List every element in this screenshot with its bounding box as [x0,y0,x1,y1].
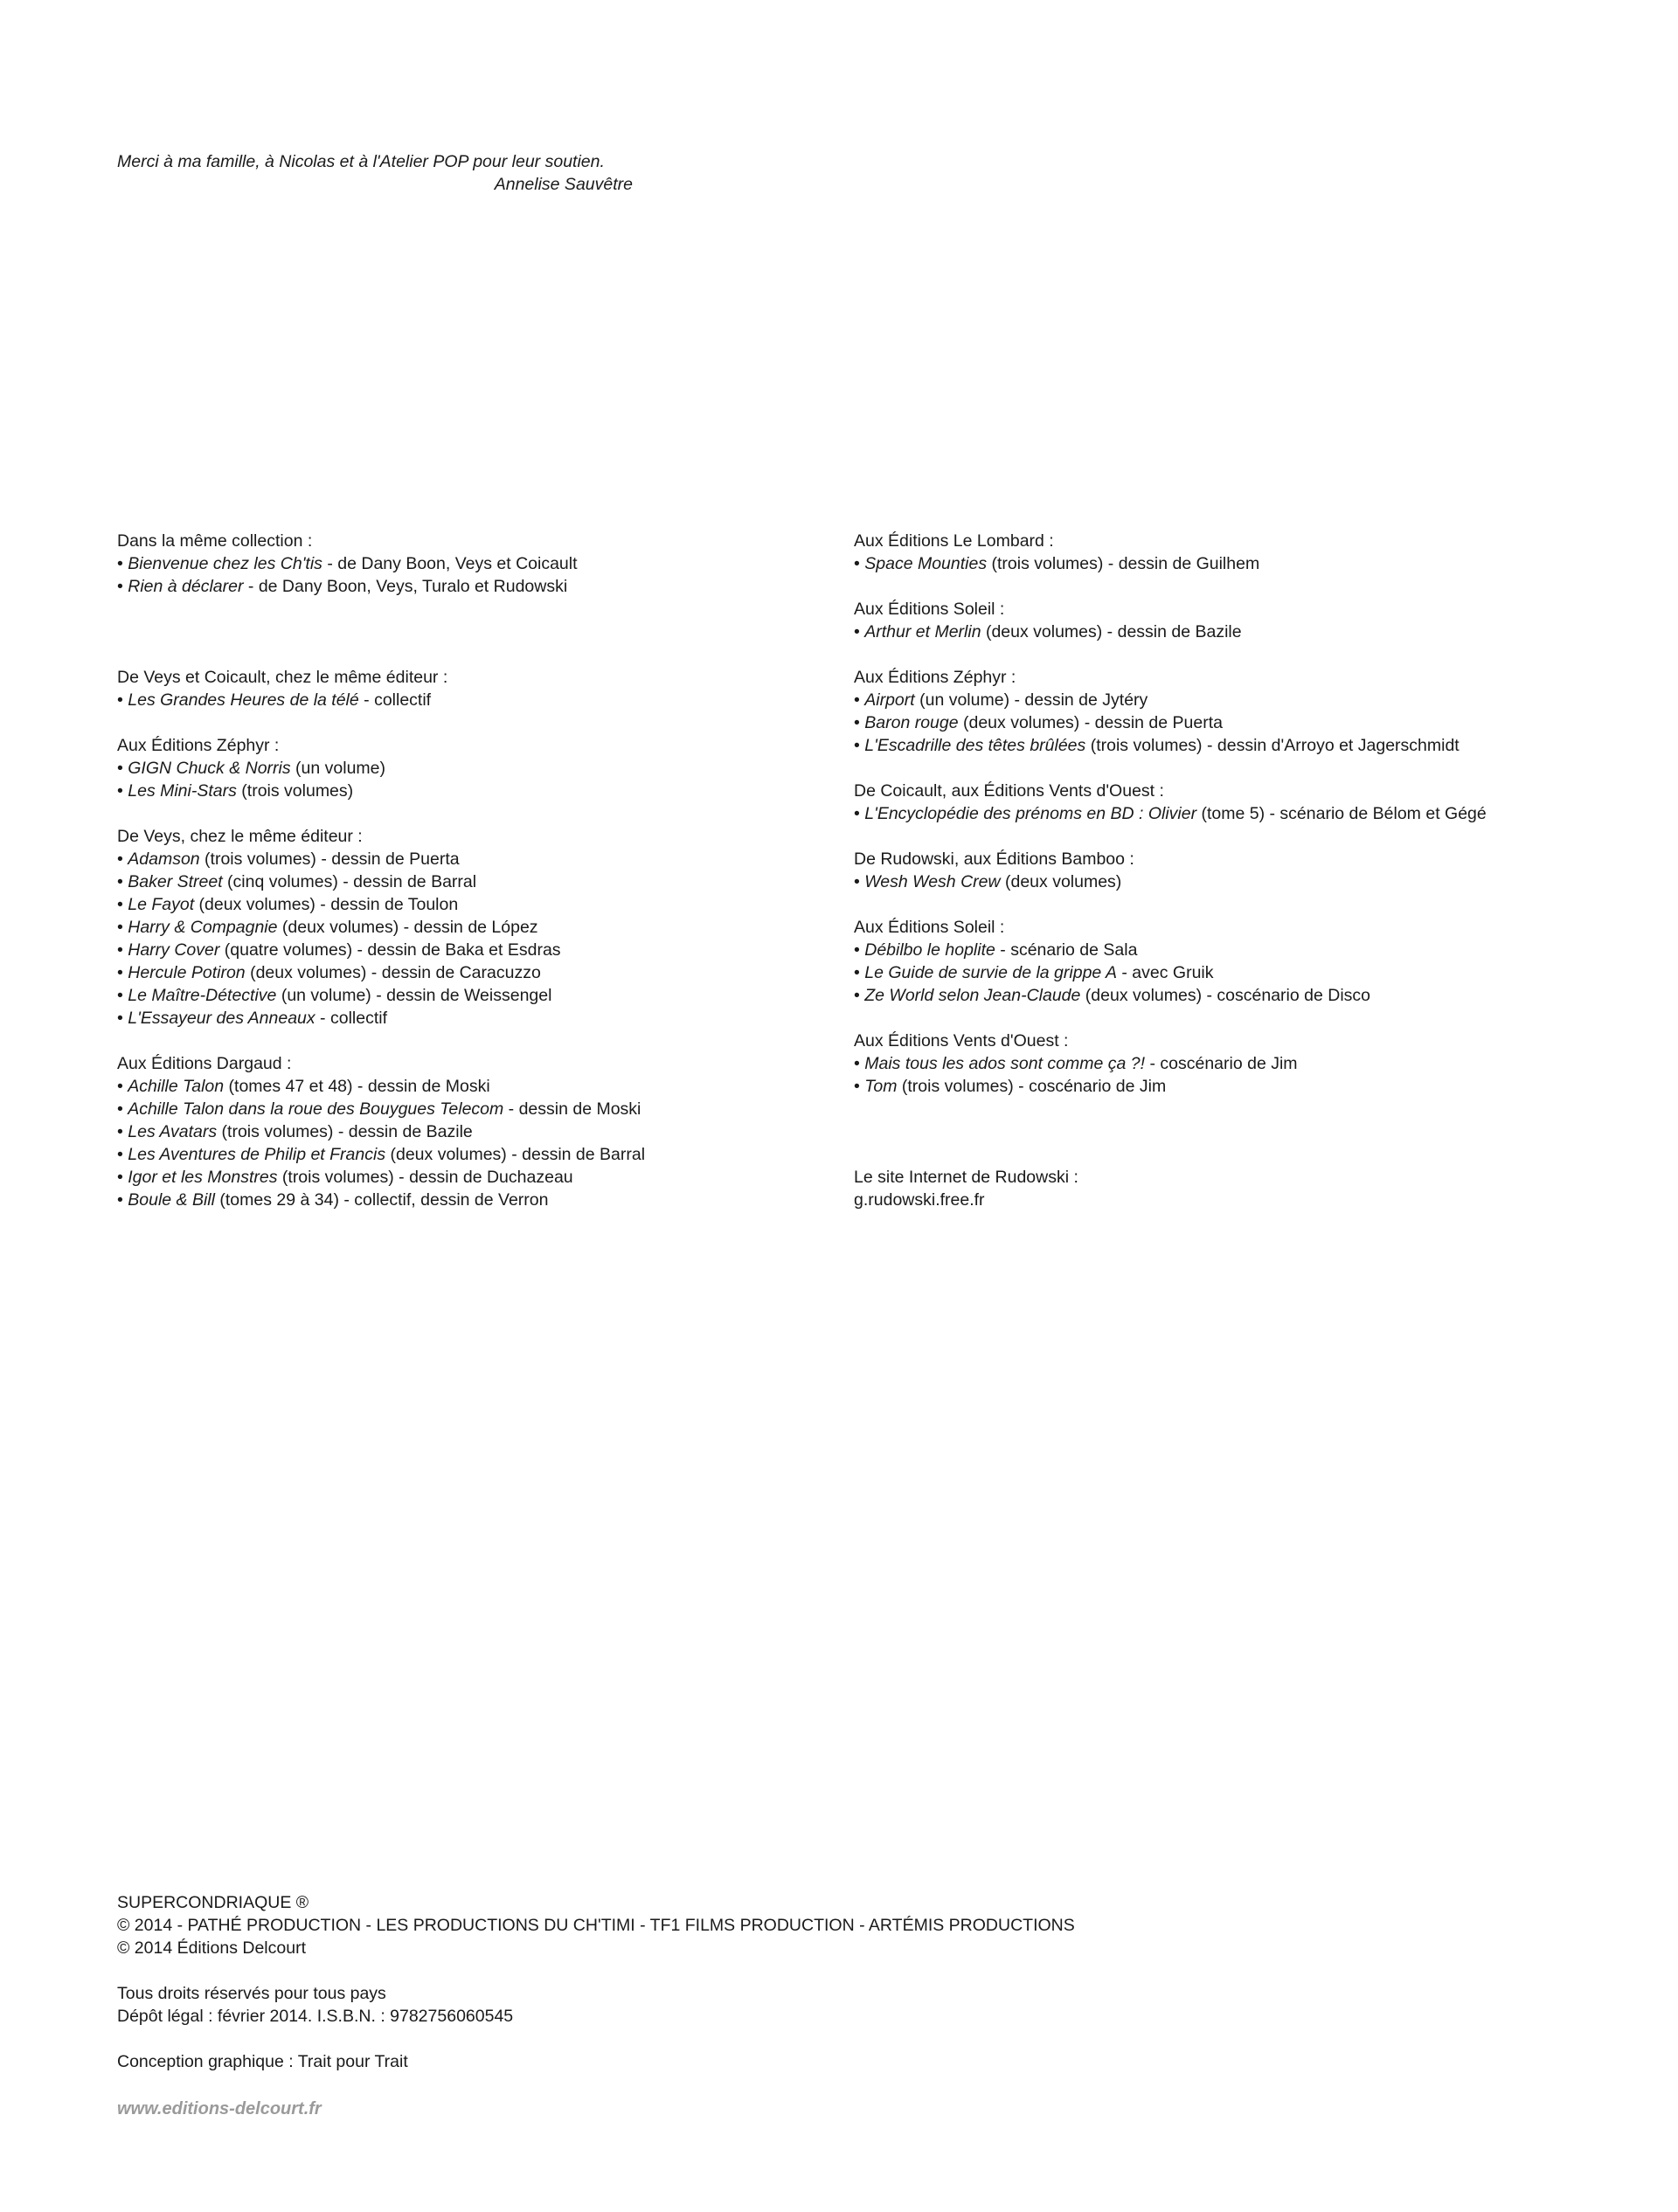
book-title: Bienvenue chez les Ch'tis [128,554,322,573]
bullet: • [854,1077,865,1096]
book-details: - de Dany Boon, Veys et Coicault [322,554,578,573]
bibliography-entry [117,689,834,711]
bibliography-entry [854,734,1640,757]
bibliography-section [854,1030,1640,1098]
design-block [117,2050,1428,2073]
bibliography-entry [117,916,834,939]
website-section [854,1166,1640,1211]
bibliography-entry [854,1052,1640,1075]
bullet: • [117,1077,128,1096]
right-sections [854,530,1640,1098]
bullet: • [117,1122,128,1141]
bibliography-section [117,825,834,1030]
book-title: Boule & Bill [128,1190,215,1210]
legal-block [117,1982,1428,2028]
book-details: (deux volumes) - coscénario de Disco [1080,986,1371,1005]
bibliography-entry [854,689,1640,711]
bullet: • [854,713,865,732]
bibliography-entry [117,848,834,870]
bullet: • [854,963,865,982]
bullet: • [117,918,128,937]
section-heading: De Rudowski, aux Éditions Bamboo : [854,849,1134,869]
book-title: Mais tous les ados sont comme ça ?! [864,1054,1146,1073]
dedication [117,150,633,196]
dedication-signature: Annelise Sauvêtre [494,175,633,194]
legal-deposit-line: Dépôt légal : février 2014. I.S.B.N. : 9782756060545 [117,2007,514,2026]
publisher-copyright-line: © 2014 Éditions Delcourt [117,1938,306,1958]
bibliography-section [117,734,834,802]
book-title: Rien à déclarer [128,577,244,596]
bibliography-entry [117,984,834,1007]
bibliography-entry [117,961,834,984]
book-title: Les Avatars [128,1122,218,1141]
bibliography-entry [854,984,1640,1007]
book-title: Baron rouge [864,713,959,732]
book-details: - scénario de Sala [995,940,1138,960]
bibliography-entry [854,802,1640,825]
bullet: • [854,872,865,891]
book-title: Space Mounties [864,554,988,573]
book-title: L'Escadrille des têtes brûlées [864,736,1086,755]
book-details: - collectif [358,690,432,710]
dedication-text: Merci à ma famille, à Nicolas et à l'Atelier POP pour leur soutien. [117,152,605,171]
bullet: • [854,554,865,573]
book-title: Le Fayot [128,895,195,914]
bibliography-section [117,530,834,598]
book-details: (trois volumes) - dessin de Duchazeau [277,1168,573,1187]
bibliography-entry [854,711,1640,734]
book-details: (deux volumes) - dessin de Toulon [194,895,459,914]
book-title: GIGN Chuck & Norris [128,759,291,778]
book-details: (cinq volumes) - dessin de Barral [222,872,477,891]
bibliography-right-column [854,530,1640,1234]
book-details: (quatre volumes) - dessin de Baka et Esdras [219,940,561,960]
bibliography-entry [854,621,1640,643]
book-details: (un volume) [290,759,385,778]
bullet: • [854,622,865,641]
section-heading: De Coicault, aux Éditions Vents d'Ouest : [854,781,1164,801]
section-heading: De Veys et Coicault, chez le même éditeur : [117,668,448,687]
copyright-block [117,1891,1428,1959]
bullet: • [117,690,128,710]
bibliography-section [854,530,1640,575]
book-title: L'Essayeur des Anneaux [128,1009,315,1028]
book-details: (un volume) - dessin de Weissengel [276,986,552,1005]
book-title: Débilbo le hoplite [864,940,995,960]
bibliography-entry [117,1189,834,1211]
book-title: Le Guide de survie de la grippe A [864,963,1117,982]
book-title: Arthur et Merlin [864,622,981,641]
bullet: • [117,963,128,982]
book-title: L'Encyclopédie des prénoms en BD : Olivier [864,804,1197,823]
bullet: • [117,986,128,1005]
book-details: - coscénario de Jim [1145,1054,1298,1073]
graphic-design-line: Conception graphique : Trait pour Trait [117,2052,408,2071]
bibliography-entry [117,1007,834,1030]
section-heading: Aux Éditions Soleil : [854,918,1005,937]
book-details: (deux volumes) - dessin de López [277,918,538,937]
book-title: Les Mini-Stars [128,781,237,801]
section-heading: Aux Éditions Zéphyr : [854,668,1016,687]
book-details: (deux volumes) - dessin de Caracuzzo [245,963,541,982]
book-details: (trois volumes) - dessin de Puerta [199,849,460,869]
bullet: • [117,759,128,778]
copyright-footer [117,1891,1428,2096]
bullet: • [117,1099,128,1119]
book-details: (tomes 29 à 34) - collectif, dessin de Verron [214,1190,549,1210]
trademark-line: SUPERCONDRIAQUE ® [117,1893,309,1912]
bullet: • [117,554,128,573]
book-title: Les Grandes Heures de la télé [128,690,359,710]
bullet: • [117,940,128,960]
bibliography-left-column [117,530,834,1234]
bullet: • [117,1168,128,1187]
publisher-website-link[interactable]: www.editions-delcourt.fr [117,2099,322,2118]
bibliography-section [854,666,1640,757]
bibliography-entry [117,870,834,893]
bullet: • [117,895,128,914]
bibliography-entry [854,870,1640,893]
book-details: (deux volumes) - dessin de Barral [385,1145,646,1164]
bibliography-entry [117,1075,834,1098]
book-details: (tome 5) - scénario de Bélom et Gégé [1196,804,1487,823]
book-details: (deux volumes) [1000,872,1122,891]
bullet: • [854,940,865,960]
bullet: • [117,1190,128,1210]
book-title: Tom [864,1077,898,1096]
bibliography-entry [117,575,834,598]
bullet: • [117,849,128,869]
book-details: (trois volumes) - dessin d'Arroyo et Jagerschmidt [1085,736,1460,755]
bullet: • [854,986,865,1005]
book-details: - de Dany Boon, Veys, Turalo et Rudowski [243,577,568,596]
book-title: Ze World selon Jean-Claude [864,986,1081,1005]
website-label: Le site Internet de Rudowski : [854,1168,1078,1187]
book-details: (deux volumes) - dessin de Bazile [981,622,1242,641]
bibliography-section [117,1052,834,1211]
bibliography-entry [854,961,1640,984]
bibliography-section [854,780,1640,825]
bibliography-entry [117,552,834,575]
bullet: • [117,1009,128,1028]
website-url: g.rudowski.free.fr [854,1190,985,1210]
bullet: • [854,804,865,823]
book-details: (trois volumes) - coscénario de Jim [897,1077,1167,1096]
bibliography-entry [117,780,834,802]
book-title: Achille Talon [128,1077,225,1096]
bibliography-entry [117,757,834,780]
book-title: Airport [864,690,915,710]
bibliography-entry [117,893,834,916]
book-details: - collectif [315,1009,387,1028]
rights-line: Tous droits réservés pour tous pays [117,1984,386,2003]
section-heading: Aux Éditions Soleil : [854,600,1005,619]
bibliography-section [117,666,834,711]
book-title: Harry & Compagnie [128,918,278,937]
book-title: Adamson [128,849,200,869]
book-details: - dessin de Moski [503,1099,641,1119]
bibliography-section [854,916,1640,1007]
bullet: • [117,872,128,891]
book-title: Wesh Wesh Crew [864,872,1001,891]
bullet: • [854,1054,865,1073]
section-heading: Aux Éditions Vents d'Ouest : [854,1031,1069,1051]
bullet: • [117,1145,128,1164]
book-details: (tomes 47 et 48) - dessin de Moski [224,1077,490,1096]
bibliography-entry [854,552,1640,575]
book-details: (trois volumes) - dessin de Bazile [217,1122,473,1141]
section-heading: De Veys, chez le même éditeur : [117,827,363,846]
bullet: • [854,690,865,710]
bibliography-entry [117,1143,834,1166]
book-title: Achille Talon dans la roue des Bouygues Telecom [128,1099,504,1119]
book-details: (trois volumes) - dessin de Guilhem [987,554,1260,573]
bullet: • [854,736,865,755]
bibliography-section [854,848,1640,893]
book-title: Hercule Potiron [128,963,246,982]
bullet: • [117,577,128,596]
book-title: Baker Street [128,872,223,891]
book-details: (trois volumes) [236,781,354,801]
book-title: Harry Cover [128,940,220,960]
section-heading: Aux Éditions Zéphyr : [117,736,280,755]
book-title: Les Aventures de Philip et Francis [128,1145,386,1164]
book-details: (deux volumes) - dessin de Puerta [958,713,1223,732]
book-details: (un volume) - dessin de Jytéry [914,690,1148,710]
section-heading: Dans la même collection : [117,531,313,551]
bibliography-entry [117,1166,834,1189]
bullet: • [117,781,128,801]
production-copyright-line: © 2014 - PATHÉ PRODUCTION - LES PRODUCTIONS DU CH'TIMI - TF1 FILMS PRODUCTION - ARTÉMIS PRODUCTIONS [117,1916,1075,1935]
book-title: Le Maître-Détective [128,986,277,1005]
bibliography-entry [117,939,834,961]
book-details: - avec Gruik [1116,963,1214,982]
bibliography-entry [854,1075,1640,1098]
book-title: Igor et les Monstres [128,1168,278,1187]
bibliography-section [854,598,1640,643]
bibliography-entry [117,1120,834,1143]
section-heading: Aux Éditions Dargaud : [117,1054,292,1073]
bibliography-entry [854,939,1640,961]
bibliography-entry [117,1098,834,1120]
section-heading: Aux Éditions Le Lombard : [854,531,1054,551]
